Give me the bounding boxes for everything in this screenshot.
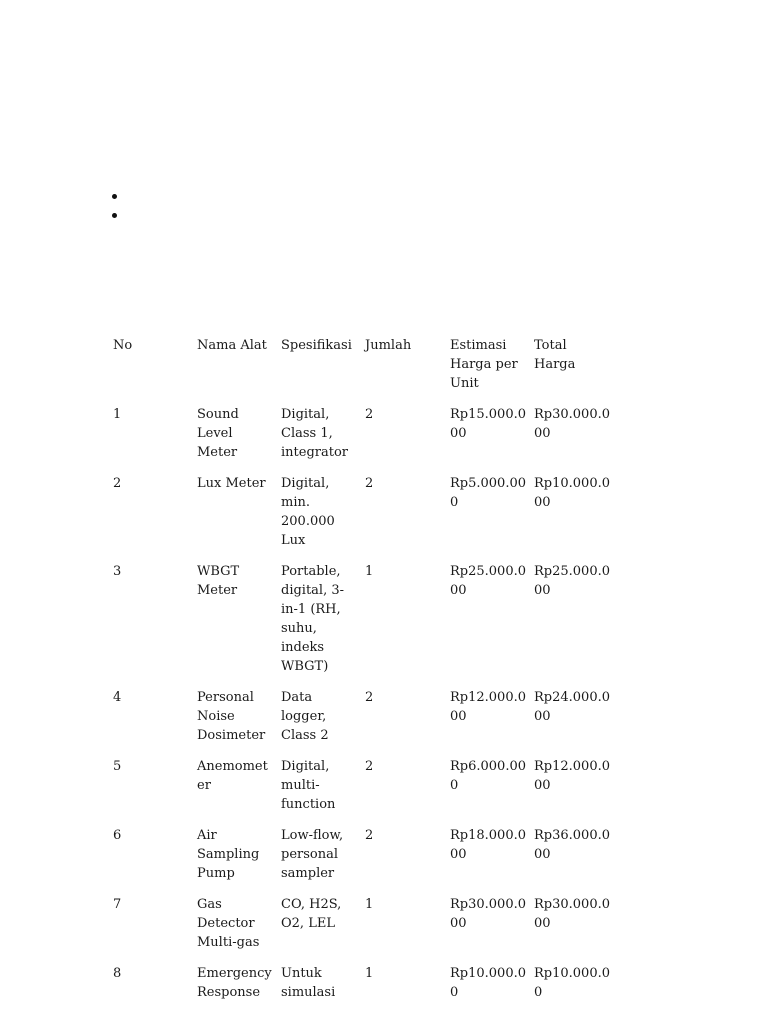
equipment-table xyxy=(110,336,615,1014)
cell-jumlah: 1 xyxy=(365,564,374,579)
table-row xyxy=(110,688,615,757)
cell-jumlah: 1 xyxy=(365,897,374,912)
header-spesifikasi: Spesifikasi xyxy=(281,338,352,353)
table-row xyxy=(110,474,615,562)
bullet-item xyxy=(110,188,150,207)
cell-no: 4 xyxy=(113,690,122,705)
table-row xyxy=(110,405,615,474)
cell-spesifikasi: Digital, Class 1, integrator xyxy=(281,407,348,460)
cell-total-harga: Rp12.000.000 xyxy=(534,759,611,793)
cell-total-harga: Rp10.000.00 xyxy=(534,966,611,1000)
cell-no: 8 xyxy=(113,966,122,981)
cell-jumlah: 1 xyxy=(365,966,374,981)
cell-harga-unit: Rp25.000.000 xyxy=(450,564,527,598)
table-header-row xyxy=(110,336,615,405)
header-estimasi-harga: Estimasi Harga per Unit xyxy=(450,338,518,391)
cell-total-harga: Rp30.000.000 xyxy=(534,407,611,441)
header-total-harga: Total Harga xyxy=(534,338,576,372)
cell-harga-unit: Rp6.000.000 xyxy=(450,759,527,793)
cell-spesifikasi: Low-flow, personal sampler xyxy=(281,828,344,881)
cell-harga-unit: Rp18.000.000 xyxy=(450,828,527,862)
cell-no: 2 xyxy=(113,476,122,491)
cell-harga-unit: Rp5.000.000 xyxy=(450,476,527,510)
cell-total-harga: Rp30.000.000 xyxy=(534,897,611,931)
cell-total-harga: Rp25.000.000 xyxy=(534,564,611,598)
cell-nama-alat: Lux Meter xyxy=(197,476,266,491)
cell-nama-alat: WBGT Meter xyxy=(197,564,240,598)
cell-harga-unit: Rp15.000.000 xyxy=(450,407,527,441)
cell-nama-alat: Air Sampling Pump xyxy=(197,828,260,881)
cell-nama-alat: Personal Noise Dosimeter xyxy=(197,690,266,743)
cell-nama-alat: Gas Detector Multi-gas xyxy=(197,897,260,950)
table-row xyxy=(110,895,615,964)
cell-spesifikasi: Data logger, Class 2 xyxy=(281,690,329,743)
cell-nama-alat: Emergency Response xyxy=(197,966,272,1000)
cell-spesifikasi: Portable, digital, 3-in-1 (RH, suhu, indeks WBGT) xyxy=(281,564,345,674)
cell-spesifikasi: Digital, min. 200.000 Lux xyxy=(281,476,335,548)
table-row xyxy=(110,964,615,1014)
cell-spesifikasi: Digital, multi-function xyxy=(281,759,336,812)
cell-spesifikasi: Untuk simulasi xyxy=(281,966,336,1000)
cell-no: 3 xyxy=(113,564,122,579)
cell-jumlah: 2 xyxy=(365,407,374,422)
table-row xyxy=(110,562,615,688)
cell-no: 5 xyxy=(113,759,122,774)
header-no: No xyxy=(113,338,133,353)
cell-no: 7 xyxy=(113,897,122,912)
cell-nama-alat: Anemometer xyxy=(197,759,268,793)
cell-harga-unit: Rp10.000.00 xyxy=(450,966,527,1000)
cell-jumlah: 2 xyxy=(365,690,374,705)
cell-nama-alat: Sound Level Meter xyxy=(197,407,239,460)
cell-jumlah: 2 xyxy=(365,759,374,774)
cell-jumlah: 2 xyxy=(365,828,374,843)
bullet-item xyxy=(110,207,150,226)
cell-spesifikasi: CO, H2S, O2, LEL xyxy=(281,897,342,931)
cell-harga-unit: Rp12.000.000 xyxy=(450,690,527,724)
cell-no: 1 xyxy=(113,407,122,422)
header-nama-alat: Nama Alat xyxy=(197,338,267,353)
cell-jumlah: 2 xyxy=(365,476,374,491)
header-jumlah: Jumlah xyxy=(365,338,412,353)
cell-no: 6 xyxy=(113,828,122,843)
cell-total-harga: Rp24.000.000 xyxy=(534,690,611,724)
table-row xyxy=(110,757,615,826)
bullet-list xyxy=(110,188,150,226)
table-row xyxy=(110,826,615,895)
cell-total-harga: Rp10.000.000 xyxy=(534,476,611,510)
cell-harga-unit: Rp30.000.000 xyxy=(450,897,527,931)
cell-total-harga: Rp36.000.000 xyxy=(534,828,611,862)
